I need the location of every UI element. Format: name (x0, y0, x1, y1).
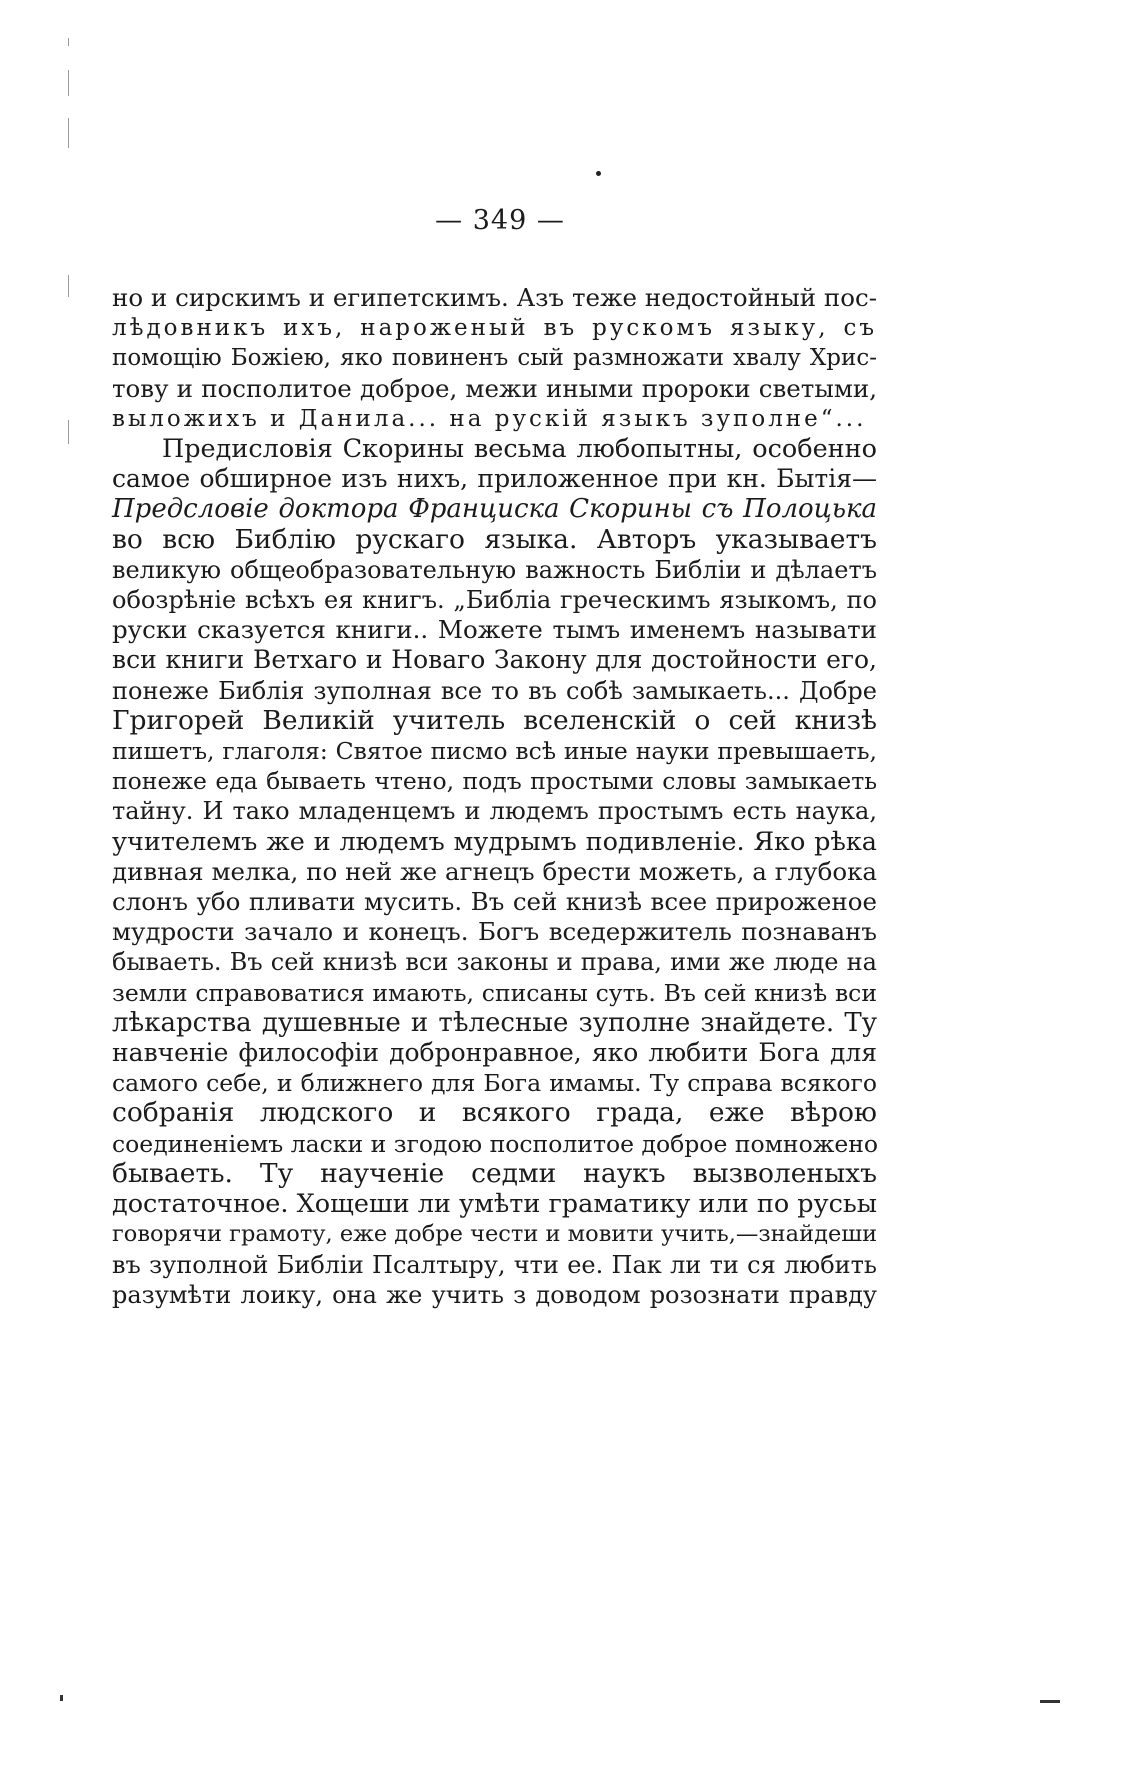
text-line: лѣдовникъ ихъ, нароженый въ рускомъ языку, съ (112, 315, 877, 342)
text-line: понеже Библія зуполная все то въ собѣ замыкаеть... Добре (112, 676, 877, 705)
text-line: самое обширное изъ нихъ, приложенное при кн. Бытія— (112, 464, 877, 494)
text-line: пишетъ, глаголя: Святое писмо всѣ иные науки превышаеть, (112, 737, 877, 766)
text-line: помощію Божіею, яко повиненъ сый размножати хвалу Хрис- (112, 345, 877, 372)
text-line: бываеть. Въ сей книзѣ вси законы и права, ими же люде на (112, 948, 877, 977)
scan-mark (68, 118, 69, 148)
text-line: земли справоватися имають, списаны суть. Въ сей книзѣ вси (112, 978, 877, 1007)
body-text (112, 283, 877, 1310)
text-line: достаточное. Хощеши ли умѣти граматику или по русьы (112, 1189, 878, 1220)
text-line: выложихъ и Данила... на рускій языкъ зуполне“... (112, 405, 867, 432)
text-line: великую общеобразовательную важность Библіи и дѣлаетъ (112, 555, 877, 584)
text-line: бываеть. Ту наученіе седми наукъ вызволеныхъ (112, 1157, 877, 1189)
text-line: Предсловіе доктора Франциска Скорины съ Полоцька (112, 494, 877, 525)
text-line: разумѣти лоику, она же учить з доводом розознати правду (112, 1280, 877, 1309)
text-line: слонъ убо пливати мусить. Въ сей книзѣ всее прироженое (112, 887, 877, 917)
page-number: — 349 — (435, 205, 565, 236)
text-line: лѣкарства душевные и тѣлесные зуполне знайдете. Ту (112, 1007, 877, 1038)
text-line: но и сирскимъ и египетскимъ. Азъ теже недостойный пос- (112, 283, 877, 312)
text-line: говорячи грамоту, еже добре чести и мовити учить,—знайдеши (112, 1221, 878, 1248)
text-line: понеже еда бываеть чтено, подъ простыми словы замыкаеть (112, 767, 877, 796)
scan-mark (68, 275, 69, 297)
text-line: во всю Библію рускаго языка. Авторъ указываетъ (112, 523, 877, 555)
scan-speck (1040, 1700, 1060, 1703)
scan-mark (68, 420, 69, 444)
text-line: собранія людского и всякого града, еже вѣрою (112, 1097, 877, 1129)
text-line: вси книги Ветхаго и Новаго Закону для достойности его, (112, 645, 877, 675)
text-line: въ зуполной Библіи Псалтыру, чти ее. Пак ли ти ся любить (112, 1250, 877, 1279)
scan-dot (596, 171, 601, 176)
text-line: мудрости зачало и конецъ. Богъ вседержитель познаванъ (112, 917, 877, 947)
text-line: Григорей Великій учитель вселенскій о сей книзѣ (112, 704, 877, 736)
text-line: руски сказуется книги.. Можете тымъ именемъ называти (112, 615, 877, 645)
scan-speck (60, 1695, 63, 1701)
text-line: самого себе, и ближнего для Бога имамы. Ту справа всякого (112, 1069, 877, 1098)
text-line: обозрѣніе всѣхъ ея книгъ. „Библіа греческимъ языкомъ, по (112, 586, 877, 615)
text-line: тайну. И тако младенцемъ и людемъ простымъ есть наука, (112, 797, 877, 826)
text-line: соединеніемъ ласки и згодою посполитое доброе помножено (112, 1129, 879, 1158)
text-line: дивная мелка, по ней же агнецъ брести можеть, а глубока (112, 856, 877, 886)
scan-mark (68, 70, 69, 96)
text-line: тову и посполитое доброе, межи иными пророки светыми, (112, 373, 877, 403)
text-line: Предисловія Скорины весьма любопытны, особенно (162, 434, 877, 465)
text-line: навченіе философіи добронравное, яко любити Бога для (112, 1038, 877, 1068)
scan-mark (68, 38, 69, 46)
text-line: учителемъ же и людемъ мудрымъ подивленіе. Яко рѣка (112, 826, 877, 857)
